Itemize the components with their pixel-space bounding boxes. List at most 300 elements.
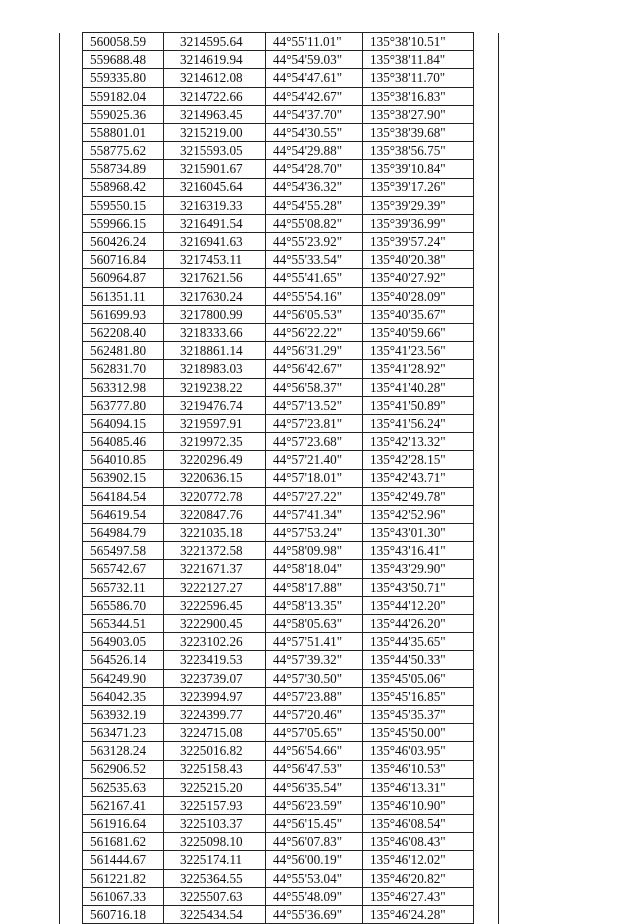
- longitude-cell: 135°39'29.39": [363, 196, 474, 214]
- blank-left-cell: [60, 396, 83, 414]
- y-coordinate-cell: 3216319.33: [164, 196, 266, 214]
- blank-right-cell: [474, 396, 499, 414]
- blank-left-cell: [60, 578, 83, 596]
- blank-right-cell: [474, 287, 499, 305]
- table-row: [60, 560, 499, 578]
- x-coordinate-cell: 560716.18: [83, 906, 164, 924]
- x-coordinate-cell: 563312.98: [83, 378, 164, 396]
- latitude-cell: 44°56'47.53": [266, 760, 363, 778]
- blank-left-cell: [60, 669, 83, 687]
- y-coordinate-cell: 3225157.93: [164, 796, 266, 814]
- blank-right-cell: [474, 160, 499, 178]
- latitude-cell: 44°56'42.67": [266, 360, 363, 378]
- blank-right-cell: [474, 851, 499, 869]
- blank-right-cell: [474, 796, 499, 814]
- longitude-cell: 135°46'10.90": [363, 796, 474, 814]
- blank-left-cell: [60, 160, 83, 178]
- blank-right-cell: [474, 269, 499, 287]
- latitude-cell: 44°54'47.61": [266, 69, 363, 87]
- longitude-cell: 135°40'59.66": [363, 324, 474, 342]
- x-coordinate-cell: 560964.87: [83, 269, 164, 287]
- y-coordinate-cell: 3222127.27: [164, 578, 266, 596]
- y-coordinate-cell: 3214612.08: [164, 69, 266, 87]
- x-coordinate-cell: 564984.79: [83, 524, 164, 542]
- x-coordinate-cell: 563932.19: [83, 705, 164, 723]
- blank-right-cell: [474, 324, 499, 342]
- blank-left-cell: [60, 142, 83, 160]
- x-coordinate-cell: 562167.41: [83, 796, 164, 814]
- y-coordinate-cell: 3218333.66: [164, 324, 266, 342]
- y-coordinate-cell: 3225016.82: [164, 742, 266, 760]
- longitude-cell: 135°42'13.32": [363, 433, 474, 451]
- latitude-cell: 44°57'27.22": [266, 487, 363, 505]
- x-coordinate-cell: 563471.23: [83, 724, 164, 742]
- latitude-cell: 44°57'13.52": [266, 396, 363, 414]
- x-coordinate-cell: 562208.40: [83, 324, 164, 342]
- blank-right-cell: [474, 342, 499, 360]
- longitude-cell: 135°43'01.30": [363, 524, 474, 542]
- x-coordinate-cell: 563128.24: [83, 742, 164, 760]
- blank-right-cell: [474, 687, 499, 705]
- x-coordinate-cell: 564526.14: [83, 651, 164, 669]
- y-coordinate-cell: 3223994.97: [164, 687, 266, 705]
- blank-right-cell: [474, 815, 499, 833]
- blank-right-cell: [474, 233, 499, 251]
- blank-left-cell: [60, 542, 83, 560]
- longitude-cell: 135°38'11.70": [363, 69, 474, 87]
- blank-left-cell: [60, 251, 83, 269]
- blank-right-cell: [474, 69, 499, 87]
- blank-left-cell: [60, 687, 83, 705]
- table-row: [60, 778, 499, 796]
- latitude-cell: 44°55'36.69": [266, 906, 363, 924]
- table-row: [60, 378, 499, 396]
- x-coordinate-cell: 564094.15: [83, 414, 164, 432]
- y-coordinate-cell: 3220296.49: [164, 451, 266, 469]
- table-row: [60, 760, 499, 778]
- y-coordinate-cell: 3214963.45: [164, 105, 266, 123]
- x-coordinate-cell: 558968.42: [83, 178, 164, 196]
- latitude-cell: 44°54'36.32": [266, 178, 363, 196]
- table-row: [60, 796, 499, 814]
- table-row: [60, 324, 499, 342]
- latitude-cell: 44°56'00.19": [266, 851, 363, 869]
- blank-left-cell: [60, 87, 83, 105]
- x-coordinate-cell: 559550.15: [83, 196, 164, 214]
- longitude-cell: 135°42'52.96": [363, 505, 474, 523]
- longitude-cell: 135°45'50.00": [363, 724, 474, 742]
- blank-right-cell: [474, 178, 499, 196]
- blank-left-cell: [60, 778, 83, 796]
- longitude-cell: 135°45'16.85": [363, 687, 474, 705]
- blank-left-cell: [60, 469, 83, 487]
- table-row: [60, 687, 499, 705]
- longitude-cell: 135°40'27.92": [363, 269, 474, 287]
- blank-right-cell: [474, 414, 499, 432]
- blank-right-cell: [474, 469, 499, 487]
- latitude-cell: 44°54'59.03": [266, 51, 363, 69]
- x-coordinate-cell: 564042.35: [83, 687, 164, 705]
- blank-right-cell: [474, 778, 499, 796]
- blank-right-cell: [474, 87, 499, 105]
- table-row: [60, 105, 499, 123]
- longitude-cell: 135°39'36.99": [363, 214, 474, 232]
- y-coordinate-cell: 3221671.37: [164, 560, 266, 578]
- table-row: [60, 615, 499, 633]
- x-coordinate-cell: 563777.80: [83, 396, 164, 414]
- blank-left-cell: [60, 651, 83, 669]
- x-coordinate-cell: 560716.84: [83, 251, 164, 269]
- y-coordinate-cell: 3214619.94: [164, 51, 266, 69]
- blank-left-cell: [60, 324, 83, 342]
- blank-left-cell: [60, 378, 83, 396]
- table-row: [60, 651, 499, 669]
- blank-left-cell: [60, 105, 83, 123]
- blank-left-cell: [60, 869, 83, 887]
- blank-left-cell: [60, 487, 83, 505]
- longitude-cell: 135°39'17.26": [363, 178, 474, 196]
- longitude-cell: 135°45'05.06": [363, 669, 474, 687]
- table-row: [60, 33, 499, 51]
- table-row: [60, 815, 499, 833]
- table-row: [60, 633, 499, 651]
- y-coordinate-cell: 3215901.67: [164, 160, 266, 178]
- blank-left-cell: [60, 833, 83, 851]
- longitude-cell: 135°41'23.56": [363, 342, 474, 360]
- blank-left-cell: [60, 360, 83, 378]
- blank-right-cell: [474, 560, 499, 578]
- table-row: [60, 160, 499, 178]
- latitude-cell: 44°54'29.88": [266, 142, 363, 160]
- latitude-cell: 44°58'17.88": [266, 578, 363, 596]
- x-coordinate-cell: 564903.05: [83, 633, 164, 651]
- table-row: [60, 669, 499, 687]
- x-coordinate-cell: 565586.70: [83, 596, 164, 614]
- blank-right-cell: [474, 51, 499, 69]
- y-coordinate-cell: 3218861.14: [164, 342, 266, 360]
- blank-left-cell: [60, 51, 83, 69]
- table-row: [60, 142, 499, 160]
- y-coordinate-cell: 3225098.10: [164, 833, 266, 851]
- longitude-cell: 135°43'16.41": [363, 542, 474, 560]
- blank-right-cell: [474, 742, 499, 760]
- latitude-cell: 44°55'54.16": [266, 287, 363, 305]
- blank-right-cell: [474, 542, 499, 560]
- table-row: [60, 287, 499, 305]
- table-row: [60, 742, 499, 760]
- table-row: [60, 233, 499, 251]
- y-coordinate-cell: 3225215.20: [164, 778, 266, 796]
- x-coordinate-cell: 564249.90: [83, 669, 164, 687]
- longitude-cell: 135°42'49.78": [363, 487, 474, 505]
- y-coordinate-cell: 3221372.58: [164, 542, 266, 560]
- latitude-cell: 44°54'42.67": [266, 87, 363, 105]
- latitude-cell: 44°57'21.40": [266, 451, 363, 469]
- x-coordinate-cell: 559182.04: [83, 87, 164, 105]
- table-row: [60, 469, 499, 487]
- latitude-cell: 44°55'41.65": [266, 269, 363, 287]
- x-coordinate-cell: 564085.46: [83, 433, 164, 451]
- x-coordinate-cell: 559688.48: [83, 51, 164, 69]
- y-coordinate-cell: 3225507.63: [164, 887, 266, 905]
- table-row: [60, 269, 499, 287]
- latitude-cell: 44°56'22.22": [266, 324, 363, 342]
- latitude-cell: 44°58'13.35": [266, 596, 363, 614]
- longitude-cell: 135°41'40.28": [363, 378, 474, 396]
- latitude-cell: 44°55'08.82": [266, 214, 363, 232]
- x-coordinate-cell: 565344.51: [83, 615, 164, 633]
- table-row: [60, 705, 499, 723]
- blank-right-cell: [474, 33, 499, 51]
- blank-left-cell: [60, 742, 83, 760]
- blank-right-cell: [474, 524, 499, 542]
- table-row: [60, 214, 499, 232]
- blank-right-cell: [474, 906, 499, 924]
- longitude-cell: 135°41'56.24": [363, 414, 474, 432]
- latitude-cell: 44°56'58.37": [266, 378, 363, 396]
- blank-left-cell: [60, 305, 83, 323]
- latitude-cell: 44°54'55.28": [266, 196, 363, 214]
- y-coordinate-cell: 3220636.15: [164, 469, 266, 487]
- y-coordinate-cell: 3219476.74: [164, 396, 266, 414]
- table-row: [60, 524, 499, 542]
- blank-right-cell: [474, 123, 499, 141]
- y-coordinate-cell: 3216491.54: [164, 214, 266, 232]
- y-coordinate-cell: 3223102.26: [164, 633, 266, 651]
- longitude-cell: 135°46'24.28": [363, 906, 474, 924]
- y-coordinate-cell: 3214595.64: [164, 33, 266, 51]
- longitude-cell: 135°46'10.53": [363, 760, 474, 778]
- blank-right-cell: [474, 487, 499, 505]
- longitude-cell: 135°44'50.33": [363, 651, 474, 669]
- y-coordinate-cell: 3220847.76: [164, 505, 266, 523]
- table-row: [60, 542, 499, 560]
- latitude-cell: 44°57'23.88": [266, 687, 363, 705]
- latitude-cell: 44°55'23.92": [266, 233, 363, 251]
- latitude-cell: 44°56'15.45": [266, 815, 363, 833]
- latitude-cell: 44°57'23.81": [266, 414, 363, 432]
- blank-left-cell: [60, 906, 83, 924]
- latitude-cell: 44°57'05.65": [266, 724, 363, 742]
- table-row: [60, 360, 499, 378]
- blank-left-cell: [60, 269, 83, 287]
- blank-left-cell: [60, 560, 83, 578]
- x-coordinate-cell: 561681.62: [83, 833, 164, 851]
- longitude-cell: 135°44'26.20": [363, 615, 474, 633]
- table-row: [60, 451, 499, 469]
- blank-left-cell: [60, 233, 83, 251]
- y-coordinate-cell: 3225103.37: [164, 815, 266, 833]
- x-coordinate-cell: 559966.15: [83, 214, 164, 232]
- latitude-cell: 44°56'54.66": [266, 742, 363, 760]
- latitude-cell: 44°55'11.01": [266, 33, 363, 51]
- blank-left-cell: [60, 342, 83, 360]
- longitude-cell: 135°44'35.65": [363, 633, 474, 651]
- table-row: [60, 887, 499, 905]
- table-row: [60, 305, 499, 323]
- table-row: [60, 433, 499, 451]
- latitude-cell: 44°54'30.55": [266, 123, 363, 141]
- blank-left-cell: [60, 196, 83, 214]
- blank-left-cell: [60, 887, 83, 905]
- blank-left-cell: [60, 815, 83, 833]
- longitude-cell: 135°42'43.71": [363, 469, 474, 487]
- latitude-cell: 44°55'33.54": [266, 251, 363, 269]
- blank-right-cell: [474, 105, 499, 123]
- x-coordinate-cell: 561699.93: [83, 305, 164, 323]
- table-row: [60, 851, 499, 869]
- latitude-cell: 44°57'30.50": [266, 669, 363, 687]
- longitude-cell: 135°40'20.38": [363, 251, 474, 269]
- coordinates-table: [59, 32, 499, 924]
- y-coordinate-cell: 3225434.54: [164, 906, 266, 924]
- blank-left-cell: [60, 33, 83, 51]
- x-coordinate-cell: 562831.70: [83, 360, 164, 378]
- blank-left-cell: [60, 214, 83, 232]
- blank-right-cell: [474, 360, 499, 378]
- blank-right-cell: [474, 505, 499, 523]
- longitude-cell: 135°38'56.75": [363, 142, 474, 160]
- y-coordinate-cell: 3222596.45: [164, 596, 266, 614]
- blank-left-cell: [60, 433, 83, 451]
- table-row: [60, 596, 499, 614]
- blank-right-cell: [474, 705, 499, 723]
- latitude-cell: 44°56'05.53": [266, 305, 363, 323]
- y-coordinate-cell: 3225174.11: [164, 851, 266, 869]
- x-coordinate-cell: 564619.54: [83, 505, 164, 523]
- x-coordinate-cell: 561221.82: [83, 869, 164, 887]
- blank-right-cell: [474, 578, 499, 596]
- coordinates-table-body: [60, 33, 499, 924]
- blank-left-cell: [60, 760, 83, 778]
- x-coordinate-cell: 563902.15: [83, 469, 164, 487]
- longitude-cell: 135°38'10.51": [363, 33, 474, 51]
- longitude-cell: 135°41'50.89": [363, 396, 474, 414]
- y-coordinate-cell: 3217453.11: [164, 251, 266, 269]
- y-coordinate-cell: 3217800.99: [164, 305, 266, 323]
- blank-left-cell: [60, 633, 83, 651]
- y-coordinate-cell: 3224715.08: [164, 724, 266, 742]
- blank-right-cell: [474, 760, 499, 778]
- longitude-cell: 135°45'35.37": [363, 705, 474, 723]
- blank-right-cell: [474, 724, 499, 742]
- blank-right-cell: [474, 451, 499, 469]
- table-row: [60, 196, 499, 214]
- x-coordinate-cell: 565497.58: [83, 542, 164, 560]
- blank-left-cell: [60, 851, 83, 869]
- longitude-cell: 135°42'28.15": [363, 451, 474, 469]
- latitude-cell: 44°54'37.70": [266, 105, 363, 123]
- x-coordinate-cell: 565742.67: [83, 560, 164, 578]
- x-coordinate-cell: 562906.52: [83, 760, 164, 778]
- y-coordinate-cell: 3220772.78: [164, 487, 266, 505]
- longitude-cell: 135°46'27.43": [363, 887, 474, 905]
- longitude-cell: 135°41'28.92": [363, 360, 474, 378]
- latitude-cell: 44°56'35.54": [266, 778, 363, 796]
- latitude-cell: 44°57'23.68": [266, 433, 363, 451]
- table-row: [60, 178, 499, 196]
- y-coordinate-cell: 3217630.24: [164, 287, 266, 305]
- y-coordinate-cell: 3223739.07: [164, 669, 266, 687]
- longitude-cell: 135°46'12.02": [363, 851, 474, 869]
- longitude-cell: 135°43'29.90": [363, 560, 474, 578]
- blank-right-cell: [474, 833, 499, 851]
- latitude-cell: 44°57'20.46": [266, 705, 363, 723]
- y-coordinate-cell: 3225158.43: [164, 760, 266, 778]
- blank-left-cell: [60, 796, 83, 814]
- blank-left-cell: [60, 123, 83, 141]
- y-coordinate-cell: 3216941.63: [164, 233, 266, 251]
- y-coordinate-cell: 3221035.18: [164, 524, 266, 542]
- blank-right-cell: [474, 869, 499, 887]
- blank-right-cell: [474, 305, 499, 323]
- blank-right-cell: [474, 615, 499, 633]
- table-row: [60, 69, 499, 87]
- table-row: [60, 251, 499, 269]
- y-coordinate-cell: 3217621.56: [164, 269, 266, 287]
- blank-right-cell: [474, 251, 499, 269]
- blank-left-cell: [60, 451, 83, 469]
- longitude-cell: 135°46'20.82": [363, 869, 474, 887]
- x-coordinate-cell: 558734.89: [83, 160, 164, 178]
- latitude-cell: 44°57'53.24": [266, 524, 363, 542]
- latitude-cell: 44°57'18.01": [266, 469, 363, 487]
- longitude-cell: 135°38'11.84": [363, 51, 474, 69]
- blank-left-cell: [60, 178, 83, 196]
- blank-left-cell: [60, 414, 83, 432]
- table-row: [60, 396, 499, 414]
- longitude-cell: 135°38'27.90": [363, 105, 474, 123]
- table-row: [60, 505, 499, 523]
- table-row: [60, 414, 499, 432]
- latitude-cell: 44°58'18.04": [266, 560, 363, 578]
- y-coordinate-cell: 3223419.53: [164, 651, 266, 669]
- longitude-cell: 135°46'08.43": [363, 833, 474, 851]
- latitude-cell: 44°54'28.70": [266, 160, 363, 178]
- blank-left-cell: [60, 596, 83, 614]
- x-coordinate-cell: 558801.01: [83, 123, 164, 141]
- latitude-cell: 44°57'39.32": [266, 651, 363, 669]
- y-coordinate-cell: 3225364.55: [164, 869, 266, 887]
- longitude-cell: 135°38'39.68": [363, 123, 474, 141]
- blank-right-cell: [474, 669, 499, 687]
- y-coordinate-cell: 3214722.66: [164, 87, 266, 105]
- blank-right-cell: [474, 596, 499, 614]
- blank-left-cell: [60, 524, 83, 542]
- longitude-cell: 135°46'03.95": [363, 742, 474, 760]
- y-coordinate-cell: 3219597.91: [164, 414, 266, 432]
- longitude-cell: 135°44'12.20": [363, 596, 474, 614]
- table-row: [60, 724, 499, 742]
- y-coordinate-cell: 3215219.00: [164, 123, 266, 141]
- latitude-cell: 44°58'09.98": [266, 542, 363, 560]
- y-coordinate-cell: 3215593.05: [164, 142, 266, 160]
- table-row: [60, 51, 499, 69]
- blank-right-cell: [474, 214, 499, 232]
- x-coordinate-cell: 559025.36: [83, 105, 164, 123]
- y-coordinate-cell: 3222900.45: [164, 615, 266, 633]
- x-coordinate-cell: 561916.64: [83, 815, 164, 833]
- latitude-cell: 44°57'51.41": [266, 633, 363, 651]
- table-row: [60, 123, 499, 141]
- x-coordinate-cell: 559335.80: [83, 69, 164, 87]
- latitude-cell: 44°56'07.83": [266, 833, 363, 851]
- y-coordinate-cell: 3219238.22: [164, 378, 266, 396]
- longitude-cell: 135°46'13.31": [363, 778, 474, 796]
- latitude-cell: 44°56'23.59": [266, 796, 363, 814]
- blank-right-cell: [474, 887, 499, 905]
- y-coordinate-cell: 3224399.77: [164, 705, 266, 723]
